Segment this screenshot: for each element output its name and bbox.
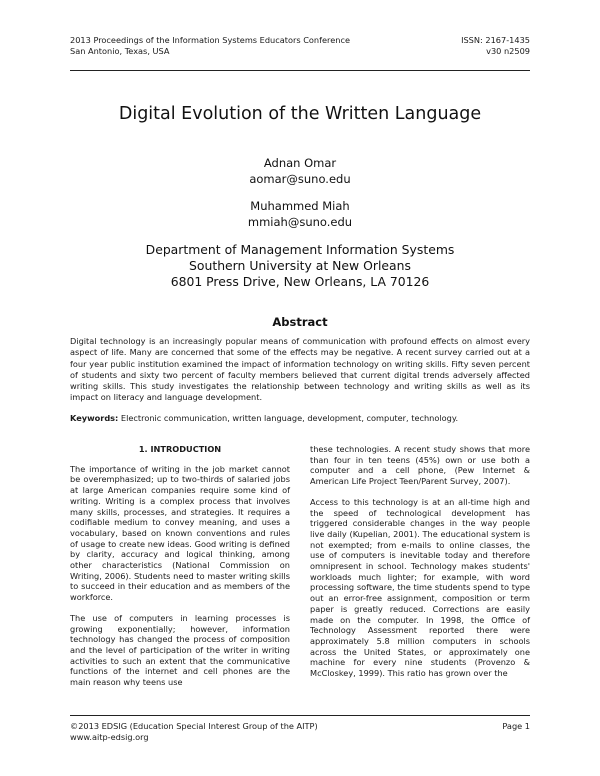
author-name: Muhammed Miah [250,199,350,213]
right-column [310,444,530,689]
department: Department of Management Information Systems [145,242,455,257]
university: Southern University at New Orleans [189,258,411,273]
conference-info [70,35,350,57]
abstract-text: Digital technology is an increasingly popular means of communication with profound effects on almost every aspect of life. Many are concerned that some of the effects may be negative. A recent survey carried out at a four year public institution examined the impact of information technology on writing skills. Fifty seven percent of students and sixty two percent of faculty members believed that current digital trends adversely affected writing skills. This study investigates the relationship between technology and writing skills as well as its impact on literacy and language development. [70,336,530,403]
page-footer [70,721,530,743]
body-paragraph: The use of computers in learning processes is growing exponentially; however, information technology has changed the process of composition and the level of participation of the writer in writing activities to such an extent that the communicative functions of the internet and cell phones are the main reason why teens use [70,612,290,688]
copyright: ©2013 EDSIG (Education Special Interest Group of the AITP) [70,721,318,731]
conference-location: San Antonio, Texas, USA [70,46,170,56]
page-number: Page 1 [502,721,530,731]
body-paragraph: The importance of writing in the job market cannot be overemphasized; up to two-thirds of salaried jobs at large American companies require some kind of writing. Writing is a complex process that involves many skills, processes, and strategies. It requires a codifiable medium to convey meaning, and uses a vocabulary, based on known conventions and rules of usage to create new ideas. Good writing is defined by clarity, accuracy and logical thinking, among other characteristics (National Commission on Writing, 2006). Students need to master writing skills to succeed in their education and as members of the workforce. [70,463,290,603]
body-paragraph: Access to this technology is at an all-time high and the speed of technological development has triggered considerable changes in the way people live daily (Kupelian, 2001). The educational system is not exempted; from e-mails to online classes, the use of computers is inevitable today and therefore omnipresent in school. Technology makes students' workloads much lighter; for example, with word processing software, the time students spend to type out an error-free assignment, composition or term paper is greatly reduced. Corrections are easily made on the computer. In 1998, the Office of Technology Assessment reported there were approximately 5.8 million computers in schools across the United States, or approximately one machine for every nine students (Provenzo & McCloskey, 1999). This ratio has grown over the [310,496,530,679]
author-email: mmiah@suno.edu [247,215,353,229]
author-block [70,198,530,230]
author-email: aomar@suno.edu [249,172,351,186]
volume-number: v30 n2509 [486,46,530,56]
issn: ISSN: 2167-1435 [461,35,530,45]
body-paragraph: these technologies. A recent study shows that more than four in ten teens (45%) own or use both a computer and a cell phone, (Pew Internet & American Life Project Teen/Parent Survey, 2007). [310,444,530,487]
paper-title: Digital Evolution of the Written Language [118,104,482,124]
author-block [70,155,530,187]
section-heading: 1. INTRODUCTION [138,444,222,454]
conference-title: 2013 Proceedings of the Information Systems Educators Conference [70,35,350,45]
footer-divider [70,715,530,716]
author-name: Adnan Omar [263,156,337,170]
keywords [70,413,530,424]
affiliation [70,242,530,290]
left-column [70,444,290,698]
address: 6801 Press Drive, New Orleans, LA 70126 [170,274,430,289]
website: www.aitp-edsig.org [70,732,149,742]
keywords-label: Keywords: [70,413,119,423]
issn-info [461,35,530,57]
header-divider [70,70,530,71]
keywords-text: Electronic communication, written language, development, computer, technology. [118,413,459,423]
abstract-heading: Abstract [272,315,328,329]
